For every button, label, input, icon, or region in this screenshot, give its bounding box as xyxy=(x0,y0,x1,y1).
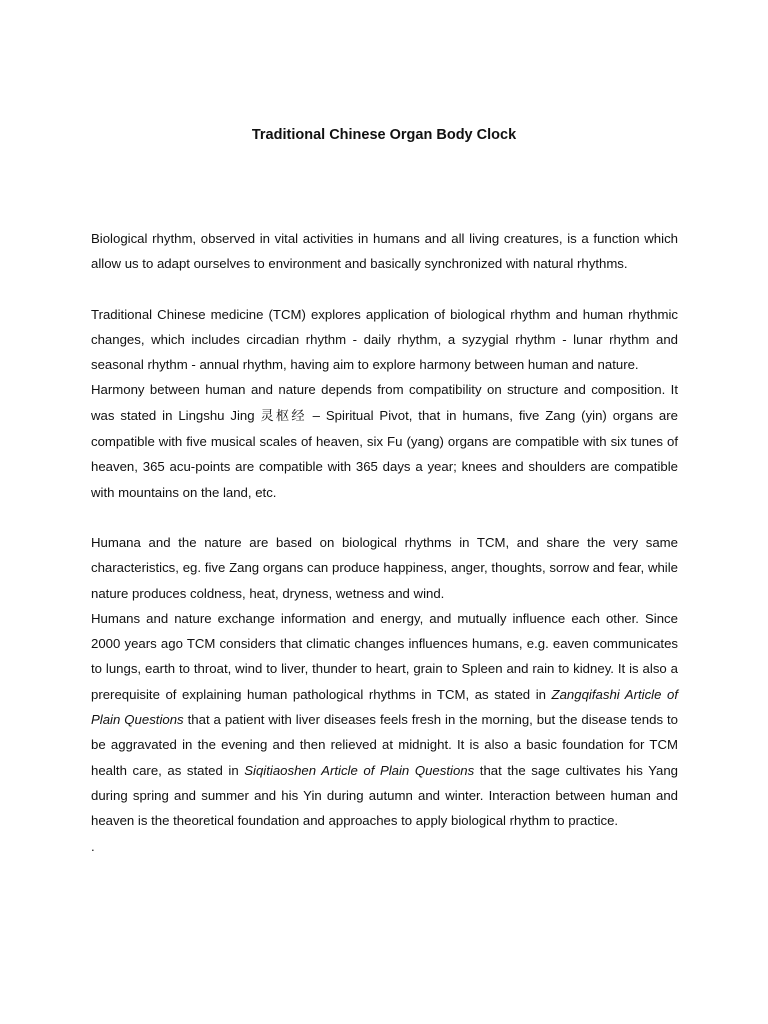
trailing-dot: . xyxy=(91,838,95,854)
document-body xyxy=(91,226,678,859)
exchange-text-middle: that a patient with liver diseases feels fresh in the morning, but the disease tends to be aggravated in the evening and then relieved at midnight. It is also a basic foundation for TCM health care, as stated in xyxy=(91,712,678,778)
paragraph-humana-nature: Humana and the nature are based on biological rhythms in TCM, and share the very same characteristics, eg. five Zang organs can produce happiness, anger, thoughts, sorrow and fear, while nature produces coldness, heat, dryness, wetness and wind. xyxy=(91,534,678,601)
zangqifashi-reference: Zangqifashi Article of Plain Questions xyxy=(91,686,678,728)
paragraph-gap xyxy=(91,505,678,530)
siqitiaoshen-reference: Siqitiaoshen Article of Plain Questions xyxy=(244,762,475,778)
document-title: Traditional Chinese Organ Body Clock xyxy=(251,127,517,143)
exchange-text-end: that the sage cultivates his Yang during spring and summer and his Yin during autumn and winter. Interaction between human and heaven is the theoretical foundation and approaches to apply biological rhythm to practice. xyxy=(91,762,679,829)
harmony-text-start: Harmony between human and nature depends from compatibility on structure and composition. It was stated in Lingshu Jing xyxy=(91,382,678,423)
paragraph-exchange xyxy=(91,606,678,834)
lingshu-jing-chinese: 灵枢经 xyxy=(260,408,307,424)
exchange-text-start: Humans and nature exchange information and energy, and mutually influence each other. Since 2000 years ago TCM considers that climatic changes influences humans, e.g. eaven communicates to lungs, earth to throat, wind to liver, thunder to heart, grain to Spleen and rain to kidney. It is also a prerequisite of explaining human pathological rhythms in TCM, as stated in xyxy=(91,610,678,702)
paragraph-harmony xyxy=(91,377,678,504)
paragraph-gap xyxy=(91,277,678,302)
harmony-text-end: – Spiritual Pivot, that in humans, five Zang (yin) organs are compatible with five musical scales of heaven, six Fu (yang) organs are compatible with six tunes of heaven, 365 acu-points are compatible with 365 days a year; knees and shoulders are compatible with mountains on the land, etc. xyxy=(91,407,678,500)
paragraph-tcm-explores: Traditional Chinese medicine (TCM) explores application of biological rhythm and human rhythmic changes, which includes circadian rhythm - daily rhythm, a syzygial rhythm - lunar rhythm and seasonal rhythm - annual rhythm, having aim to explore harmony between human and nature. xyxy=(91,306,678,373)
paragraph-biological-rhythm: Biological rhythm, observed in vital activities in humans and all living creatures, is a function which allow us to adapt ourselves to environment and basically synchronized with natural rhythms. xyxy=(91,231,678,272)
